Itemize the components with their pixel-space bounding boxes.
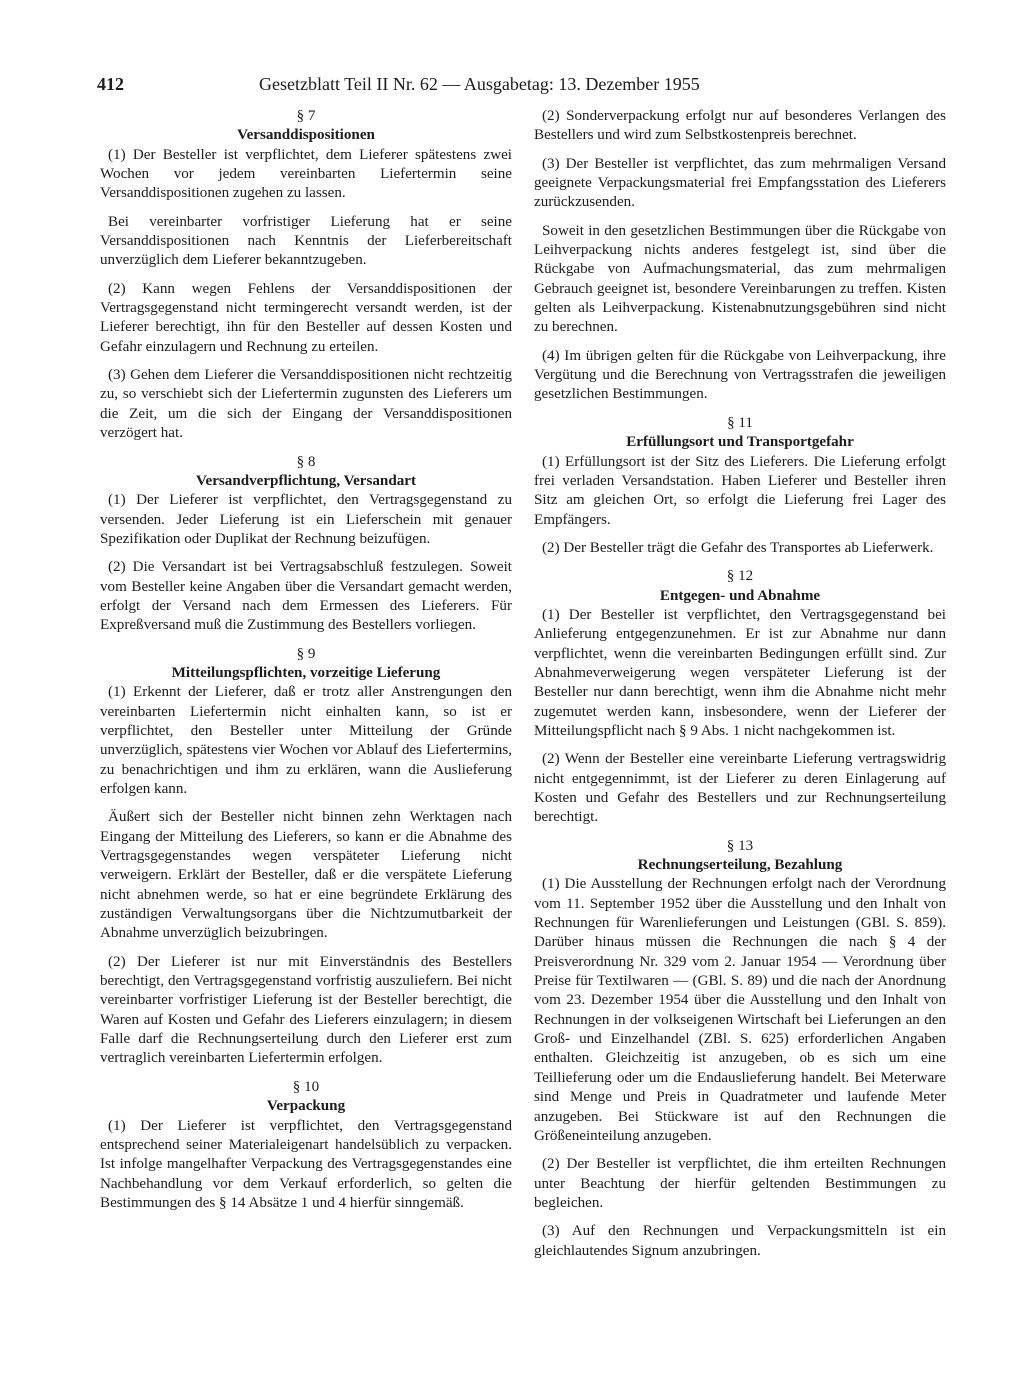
paragraph: (1) Die Ausstellung der Rechnungen erfolgt nach der Verordnung vom 11. September 1952 über die Ausstellung und den Inhalt von Rechnungen für Warenlieferungen und Leistungen (GBl. S. 859). Darüber hinaus müssen die Rechnungen die nach § 4 der Preisverordnung Nr. 329 vom 2. Januar 1954 — Verordnung über Preise für Textilwaren — (GBl. S. 89) und die nach der Anordnung vom 23. Dezember 1954 über die Ausstellung und den Inhalt von Rechnungen in der volkseigenen Wirtschaft bei Lieferungen an den Groß- und Einzelhandel (ZBl. S. 625) erforderlichen Angaben enthalten. Gleichzeitig ist anzugeben, ob es sich um eine Teillieferung oder um die Endauslieferung handelt. Bei Meterware sind Menge und Preis in Quadratmeter und laufende Meter anzugeben. Bei Stückware ist auf den Rechnungen die Größeneinteilung anzugeben. <box>534 876 946 1144</box>
paragraph: (3) Gehen dem Lieferer die Versanddispositionen nicht rechtzeitig zu, so verschiebt sich der Liefertermin zugunsten des Lieferers um die Zeit, um die sich der Eingang der Versanddispositionen verzögert hat. <box>100 367 512 442</box>
paragraph: Bei vereinbarter vorfristiger Lieferung hat er seine Versanddispositionen nach Kenntnis der Lieferbereitschaft unverzüglich dem Lieferer bekanntzugeben. <box>100 213 512 269</box>
paragraph: Soweit in den gesetzlichen Bestimmungen über die Rückgabe von Leihverpackung nichts anderes festgelegt ist, sind über die Rückgabe von Aufmachungsmaterial, das zum mehrmaligen Gebrauch geeignet ist, besondere Vereinbarungen zu treffen. Kisten gelten als Leihverpackung. Kistenabnutzungsgebühren sind nicht zu berechnen. <box>534 222 946 336</box>
section-number: § 12 <box>726 568 754 585</box>
paragraph: Äußert sich der Besteller nicht binnen zehn Werktagen nach Eingang der Mitteilung des Lieferers, so kann er die Abnahme des Vertragsgegenstandes wegen verspäteter Lieferung nicht verweigern. Erklärt der Besteller, daß er die verspätete Lieferung nicht abnehmen werde, so hat er eine begründete Erklärung des zuständigen Verwaltungsorgans über die Nichtzumutbarkeit der Abnahme unverzüglich beizubringen. <box>100 809 512 942</box>
page-header <box>97 73 947 99</box>
paragraph: (1) Erfüllungsort ist der Sitz des Lieferers. Die Lieferung erfolgt frei verladen Versandstation. Haben Lieferer und Besteller ihren Sitz am gleichen Ort, so erfolgt die Lieferung frei Lager des Empfängers. <box>534 453 946 528</box>
paragraph: (4) Im übrigen gelten für die Rückgabe von Leihverpackung, ihre Vergütung und die Berechnung von Vertragsstrafen die jeweiligen gesetzlichen Bestimmungen. <box>534 347 946 403</box>
paragraph: (2) Die Versandart ist bei Vertragsabschluß festzulegen. Soweit vom Besteller keine Angaben über die Versandart gemacht werden, erfolgt der Versand nach dem Ermessen des Lieferers. Für Expreßversand muß die Zustimmung des Bestellers vorliegen. <box>100 559 512 634</box>
paragraph: (3) Der Besteller ist verpflichtet, das zum mehrmaligen Versand geeignete Verpackungsmaterial frei Empfangsstation des Lieferers zurückzusenden. <box>534 155 946 211</box>
left-column <box>100 107 512 1367</box>
section-number: § 9 <box>296 645 316 662</box>
section-title: Verpackung <box>266 1098 346 1115</box>
paragraph: (1) Der Besteller ist verpflichtet, den Vertragsgegenstand bei Anlieferung entgegenzunehmen. Er ist zur Abnahme nur dann verpflichtet, wenn die vereinbarten Bedingungen erfüllt sind. Zur Abnahmeverweigerung wegen verspäteter Lieferung ist der Besteller nur dann berechtigt, wenn ihm die Abnahme nicht mehr zugemutet werden kann, insbesondere, wenn der Lieferer der Mitteilungspflicht nach § 9 Abs. 1 nicht nachgekommen ist. <box>534 606 946 739</box>
paragraph: (2) Der Besteller ist verpflichtet, die ihm erteilten Rechnungen unter Beachtung der hierfür geltenden Bestimmungen zu begleichen. <box>534 1156 946 1211</box>
paragraph: (2) Der Lieferer ist nur mit Einverständnis des Bestellers berechtigt, den Vertragsgegenstand vorfristig auszuliefern. Bei nicht vereinbarter vorfristiger Lieferung ist der Besteller berechtigt, die Waren auf Kosten und Gefahr des Lieferers einzulagern; in diesem Falle darf die Rechnungserteilung durch den Lieferer erst zum vertraglich vereinbarten Liefertermin erfolgen. <box>100 953 512 1067</box>
paragraph: (2) Sonderverpackung erfolgt nur auf besonderes Verlangen des Bestellers und wird zum Selbstkostenpreis berechnet. <box>534 108 946 144</box>
section-title: Versanddispositionen <box>237 127 375 144</box>
section-title: Erfüllungsort und Transportgefahr <box>626 434 854 451</box>
section-title: Rechnungserteilung, Bezahlung <box>637 857 843 874</box>
section-number: § 8 <box>296 453 316 470</box>
right-column <box>534 107 946 1367</box>
section-number: § 7 <box>296 108 316 124</box>
section-title: Versandverpflichtung, Versandart <box>195 472 416 489</box>
paragraph: (1) Der Besteller ist verpflichtet, dem Lieferer spätestens zwei Wochen vor jedem vereinbarten Liefertermin seine Versanddispositionen zugehen zu lassen. <box>100 146 512 202</box>
paragraph: (1) Der Lieferer ist verpflichtet, den Vertragsgegenstand zu versenden. Jeder Lieferung ist ein Lieferschein mit genauer Spezifikation oder Duplikat der Rechnung beizufügen. <box>100 492 512 547</box>
gazette-title: Gesetzblatt Teil II Nr. 62 — Ausgabetag: 13. Dezember 1955 <box>259 74 700 94</box>
section-title: Entgegen- und Abnahme <box>659 587 821 604</box>
paragraph: (1) Der Lieferer ist verpflichtet, den Vertragsgegenstand entsprechend seiner Materialeigenart handelsüblich zu verpacken. Ist infolge mangelhafter Verpackung des Vertragsgegenstandes eine Nachbehandlung vor dem Verkauf erforderlich, so gelten die Bestimmungen des § 14 Absätze 1 und 4 hierfür sinngemäß. <box>100 1117 512 1211</box>
page-number: 412 <box>97 74 124 94</box>
paragraph: (1) Erkennt der Lieferer, daß er trotz aller Anstrengungen den vereinbarten Liefertermin nicht einhalten kann, so ist er verpflichtet, den Besteller unter Mitteilung der Gründe unverzüglich, spätestens vier Wochen vor Ablauf des Liefertermins, zu benachrichtigen und ihm zu erklären, wann die Auslieferung erfolgen kann. <box>100 684 512 797</box>
paragraph: (2) Wenn der Besteller eine vereinbarte Lieferung vertragswidrig nicht entgegennimmt, ist der Lieferer zu deren Einlagerung auf Kosten und Gefahr des Bestellers und zur Rechnungserteilung berechtigt. <box>534 751 946 826</box>
section-number: § 11 <box>727 414 753 431</box>
section-number: § 13 <box>726 837 754 854</box>
section-title: Mitteilungspflichten, vorzeitige Lieferung <box>171 664 441 681</box>
section-number: § 10 <box>292 1078 320 1095</box>
paragraph: (2) Kann wegen Fehlens der Versanddispositionen der Vertragsgegenstand nicht termingerecht versandt werden, ist der Lieferer berechtigt, ihn für den Besteller auf dessen Kosten und Gefahr einzulagern und Rechnung zu erteilen. <box>100 280 512 355</box>
paragraph: (3) Auf den Rechnungen und Verpackungsmitteln ist ein gleichlautendes Signum anzubringen. <box>534 1223 946 1259</box>
paragraph: (2) Der Besteller trägt die Gefahr des Transportes ab Lieferwerk. <box>542 539 934 556</box>
